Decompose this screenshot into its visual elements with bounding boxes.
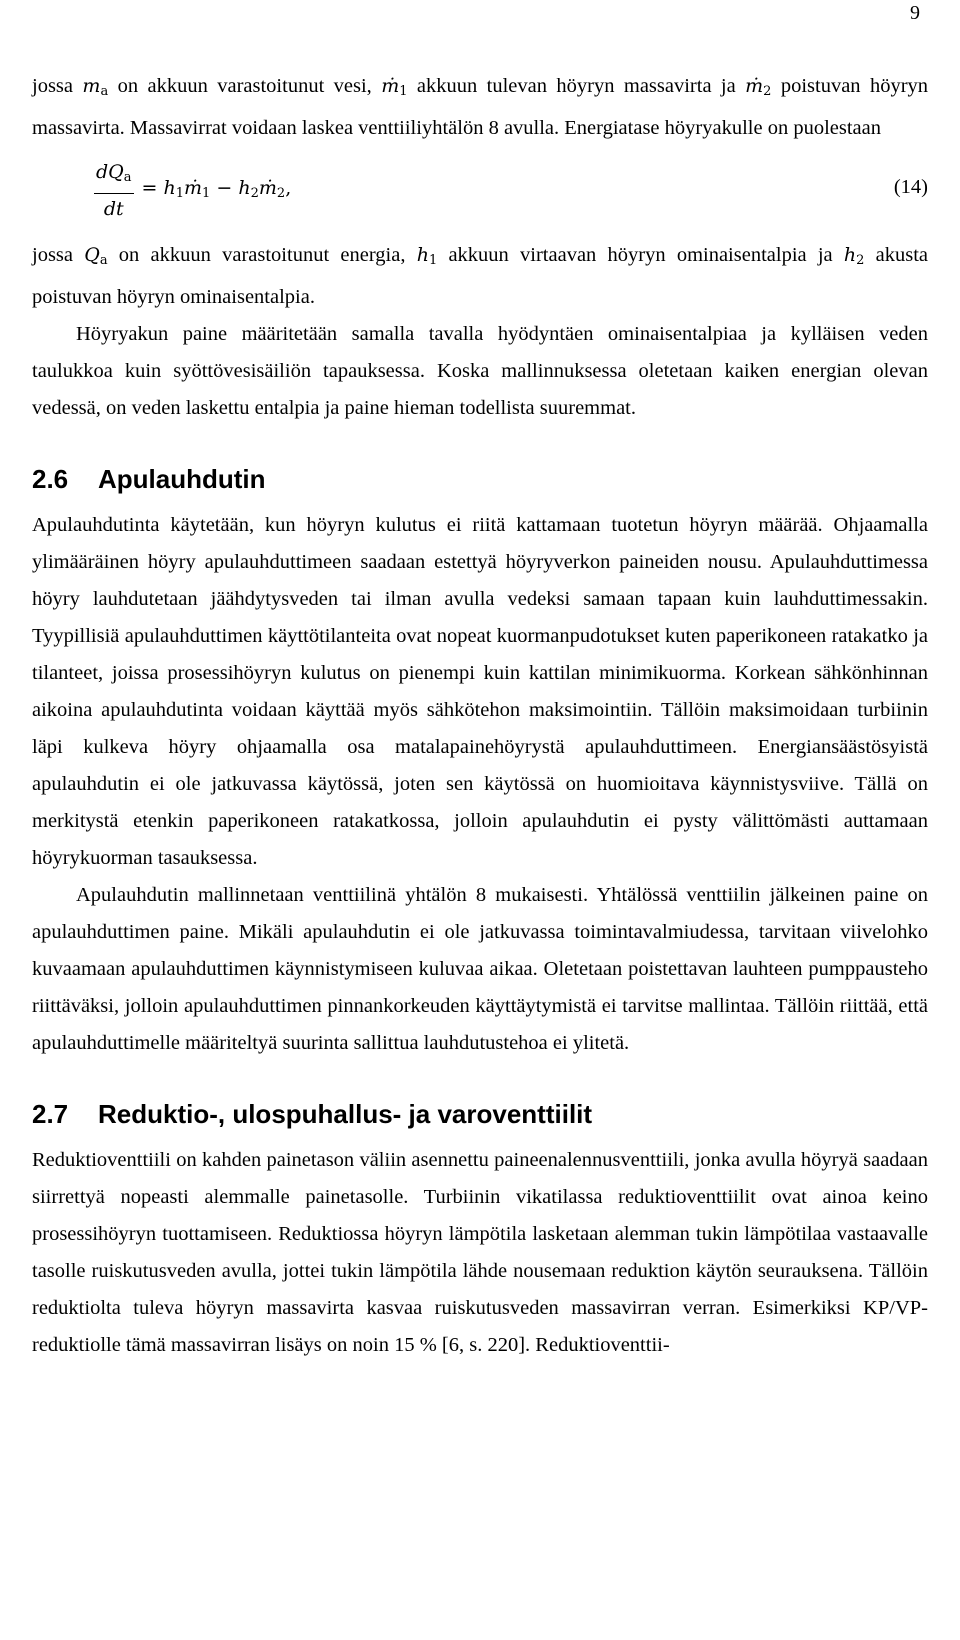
section-title: Reduktio-, ulospuhallus- ja varoventtiilit (98, 1099, 593, 1129)
paragraph-pressure: Höyryakun paine määritetään samalla tavalla hyödyntäen ominaisentalpiaa ja kylläisen veden taulukkoa kuin syöttövesisäiliön tapauksessa. Koska mallinnuksessa oletetaan kaiken energian olevan vedessä, on veden laskettu entalpia ja paine hieman todellista suuremmat. (32, 323, 928, 419)
math-mdot-1: ṁ$_1$ (381, 75, 408, 99)
document-body (32, 68, 928, 1364)
section-heading-apulauhdutin (32, 461, 928, 497)
math-m-a: $m_a$ (82, 75, 109, 99)
math-Q-a: $Q_a$ (84, 244, 108, 268)
paragraph-energy: jossa $Q_a$ on akkuun varastoitunut energia, $h_1$ akkuun virtaavan höyryn ominaisentalpia ja $h_2$ akusta poistuvan höyryn ominaisentalpia. (32, 244, 929, 308)
paragraph-apulauhdutin-1: Apulauhdutinta käytetään, kun höyryn kulutus ei riitä kattamaan tuotetun höyryn määrää. Ohjaamalla ylimääräinen höyry apulauhduttimeen saadaan estettyä höyryverkon paineiden nousu. Apulauhduttimessa höyry lauhdutetaan jäähdytysveden tai ilman avulla vedeksi samaan tapaan kuin lauhduttimessakin. Tyypillisiä apulauhduttimen käyttötilanteita ovat nopeat kuormanpudotukset kuten paperikoneen ratakatko ja tilanteet, joissa prosessihöyryn kulutus on pienempi kuin kattilan minimikuorma. Korkean sähkönhinnan aikoina apulauhdutinta voidaan käyttää myös sähkötehon maksimointiin. Tällöin maksimoidaan turbiinin läpi kulkeva höyry ohjaamalla osa matalapainehöyrystä apulauhduttimeen. Energiansäästösyistä apulauhdutin ei ole jatkuvassa käytössä, joten sen käytössä on huomioitava käynnistysviive. Tällä on merkitystä etenkin paperikoneen ratakatkossa, jolloin apulauhdutin ei pysty välittömästi auttamaan höyrykuorman tasauksessa. (32, 514, 928, 869)
equation-rhs: = $h_1ṁ_1$ − $h_2ṁ_2$, (141, 176, 292, 201)
equation-fraction: $\frac{dQ_a}{dt}$ (94, 157, 134, 224)
equation-14 (32, 151, 928, 237)
equation-number: (14) (893, 176, 928, 198)
math-h-1: $h_1$ (416, 244, 438, 268)
section-number: 2.6 (32, 464, 69, 494)
paragraph-reduktio: Reduktioventtiili on kahden painetason väliin asennettu paineenalennusventtiili, jonka avulla höyryä saadaan siirrettyä nopeasti alemmalle painetasolle. Turbiinin vikatilassa reduktioventtiilit ovat ainoa keino prosessihöyryn tuottamiseen. Reduktiossa höyryn lämpötila lasketaan alemman tukin lämpötilaa vastaavalle tasolle ruiskutusveden avulla, jottei tukin lämpötila lähde nousemaan reduktion käytön seurauksena. Tällöin reduktiolta tuleva höyryn massavirta kasvaa ruiskutusveden massavirran verran. Esimerkiksi KP/VP-reduktiolle tämä massavirran lisäys on noin 15 % [6, s. 220]. Reduktioventtii- (32, 1149, 928, 1356)
section-number: 2.7 (32, 1099, 69, 1129)
paragraph-apulauhdutin-2: Apulauhdutin mallinnetaan venttiilinä yhtälön 8 mukaisesti. Yhtälössä venttiilin jälkeinen paine on apulauhduttimen paine. Mikäli apulauhdutin ei ole jatkuvassa toimintavalmiudessa, tarvitaan viivelohko kuvaamaan apulauhduttimen käynnistymiseen kuluvaa aikaa. Oletetaan poistettavan lauhteen pumppausteho riittäväksi, jolloin apulauhduttimen pinnankorkeuden käyttäytymistä ei tarvitse mallintaa. Tällöin riittää, että apulauhduttimelle määriteltyä suurinta sallittua lauhdutustehoa ei ylitetä. (32, 884, 928, 1054)
page-number: 9 (910, 2, 920, 24)
paragraph-intro: jossa $m_a$ on akkuun varastoitunut vesi, ṁ$_1$ akkuun tulevan höyryn massavirta ja ṁ$_2$ poistuvan höyryn massavirta. Massavirrat voidaan laskea venttiiliyhtälön 8 avulla. Energiatase höyryakulle on puolestaan (32, 75, 929, 139)
section-heading-venttiilit (32, 1096, 928, 1132)
math-h-2: $h_2$ (843, 244, 865, 268)
section-title: Apulauhdutin (98, 464, 266, 494)
math-mdot-2: ṁ$_2$ (745, 75, 772, 99)
